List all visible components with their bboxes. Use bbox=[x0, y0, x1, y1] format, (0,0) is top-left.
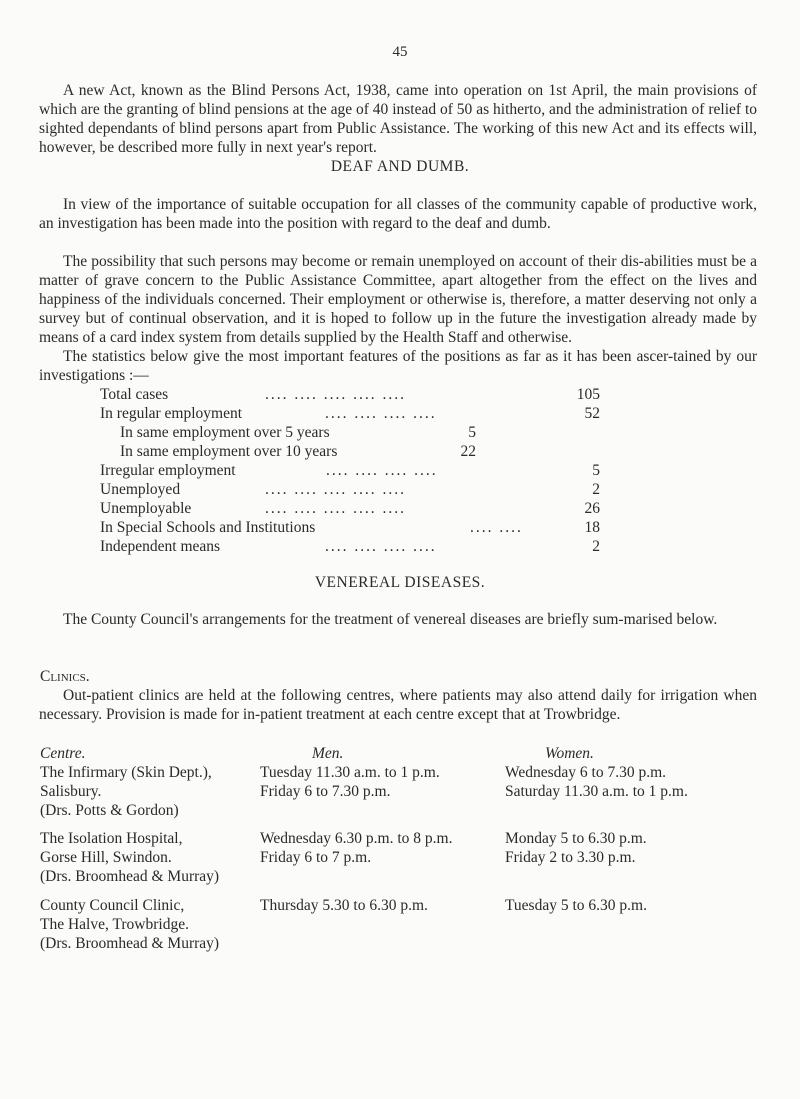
column-header-men: Men. bbox=[312, 745, 344, 762]
stat-subrow bbox=[100, 442, 600, 461]
leader-dots: .... .... .... .... .... bbox=[265, 500, 406, 517]
stat-label: In Special Schools and Institutions bbox=[100, 519, 316, 536]
stat-value: 18 bbox=[584, 519, 600, 536]
leader-dots: .... .... .... .... bbox=[326, 462, 438, 479]
table-cell-centre: The Infirmary (Skin Dept.), Salisbury. (Drs. Potts & Gordon) bbox=[40, 764, 212, 819]
stat-row bbox=[100, 537, 600, 556]
leader-dots: .... .... .... .... .... bbox=[265, 386, 406, 403]
leader-dots: .... .... .... .... bbox=[325, 405, 437, 422]
column-header-centre: Centre. bbox=[40, 745, 86, 762]
deaf-and-dumb-heading: DEAF AND DUMB. bbox=[330, 158, 470, 175]
stat-label: In same employment over 5 years bbox=[120, 424, 330, 441]
column-header-women: Women. bbox=[545, 745, 594, 762]
stat-row bbox=[100, 461, 600, 480]
clinics-heading: Clinics. bbox=[40, 668, 90, 685]
page-number: 45 bbox=[392, 44, 408, 60]
venereal-diseases-heading: VENEREAL DISEASES. bbox=[314, 574, 486, 591]
stat-label: Total cases bbox=[100, 386, 169, 403]
stat-row bbox=[100, 385, 600, 404]
table-cell-men: Tuesday 11.30 a.m. to 1 p.m. Friday 6 to 7.30 p.m. bbox=[260, 764, 440, 800]
stat-sub-value: 22 bbox=[460, 443, 476, 460]
stat-value: 26 bbox=[584, 500, 600, 517]
table-cell-centre: County Council Clinic, The Halve, Trowbridge. (Drs. Broomhead & Murray) bbox=[40, 897, 220, 952]
stat-value: 2 bbox=[592, 481, 600, 498]
table-cell-women: Wednesday 6 to 7.30 p.m. Saturday 11.30 a.m. to 1 p.m. bbox=[505, 764, 688, 800]
deaf-paragraph-1: In view of the importance of suitable occupation for all classes of the community capable of productive work, an investigation has been made into the position with regard to the deaf and dumb. bbox=[39, 196, 757, 232]
stat-sub-value: 5 bbox=[468, 424, 476, 441]
leader-dots: .... .... bbox=[470, 519, 523, 536]
deaf-paragraph-2: The possibility that such persons may become or remain unemployed on account of their dis-abilities must be a matter of grave concern to the Public Assistance Committee, apart altogether from the effect on the lives and happiness of the individuals concerned. Their employment or otherwise is, therefore, a matter deserving not only a survey but of continual observation, and it is hoped to follow up in the future the investigation already made by means of a card index system from details supplied by the Health Staff and otherwise. bbox=[39, 253, 757, 346]
stat-value: 52 bbox=[584, 405, 600, 422]
stat-label: Irregular employment bbox=[100, 462, 236, 479]
stat-row bbox=[100, 518, 600, 537]
deaf-paragraph-3: The statistics below give the most important features of the positions as far as it has been ascer-tained by our investigations :— bbox=[39, 348, 757, 384]
table-cell-women: Tuesday 5 to 6.30 p.m. bbox=[505, 897, 647, 914]
intro-paragraph: A new Act, known as the Blind Persons Act, 1938, came into operation on 1st April, the main provisions of which are the granting of blind pensions at the age of 40 instead of 50 as hitherto, and the administration of relief to sighted dependants of blind persons apart from Public Assistance. The working of this new Act and its effects will, however, be described more fully in next year's report. bbox=[39, 82, 757, 156]
stat-label: In regular employment bbox=[100, 405, 243, 422]
stat-label: Unemployed bbox=[100, 481, 181, 498]
stat-row bbox=[100, 404, 600, 423]
leader-dots: .... .... .... .... bbox=[325, 538, 437, 555]
stat-row bbox=[100, 499, 600, 518]
stat-label: Unemployable bbox=[100, 500, 192, 517]
table-cell-women: Monday 5 to 6.30 p.m. Friday 2 to 3.30 p.m. bbox=[505, 830, 647, 866]
venereal-paragraph: The County Council's arrangements for the treatment of venereal diseases are briefly sum-marised below. bbox=[63, 611, 718, 628]
stat-value: 105 bbox=[576, 386, 600, 403]
stat-value: 2 bbox=[592, 538, 600, 555]
leader-dots: .... .... .... .... .... bbox=[265, 481, 406, 498]
table-cell-men: Thursday 5.30 to 6.30 p.m. bbox=[260, 897, 428, 914]
stat-label: In same employment over 10 years bbox=[120, 443, 338, 460]
stat-subrow bbox=[100, 423, 600, 442]
table-cell-centre: The Isolation Hospital, Gorse Hill, Swindon. (Drs. Broomhead & Murray) bbox=[40, 830, 220, 885]
table-cell-men: Wednesday 6.30 p.m. to 8 p.m. Friday 6 to 7 p.m. bbox=[260, 830, 453, 866]
clinics-paragraph: Out-patient clinics are held at the following centres, where patients may also attend daily for irrigation when necessary. Provision is made for in-patient treatment at each centre except that at Trowbridge. bbox=[39, 687, 757, 723]
stat-row bbox=[100, 480, 600, 499]
stat-label: Independent means bbox=[100, 538, 221, 555]
stat-value: 5 bbox=[592, 462, 600, 479]
